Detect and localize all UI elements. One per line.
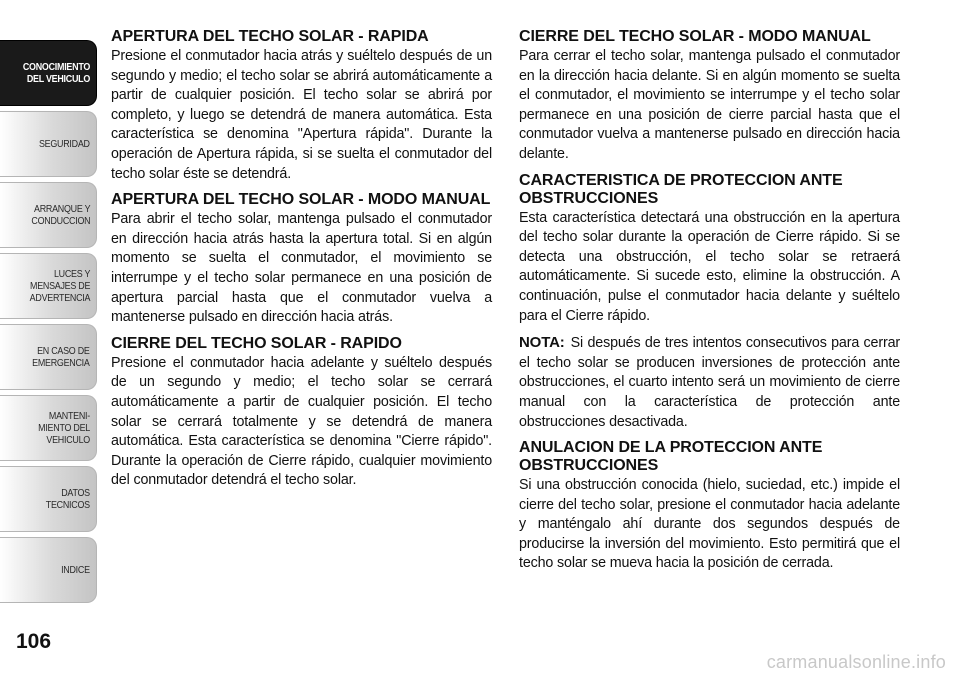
tab-seguridad[interactable]	[0, 111, 97, 177]
note-label: NOTA:	[519, 334, 565, 352]
tab-label: SEGURIDAD	[39, 138, 90, 150]
section-tabs	[0, 0, 100, 678]
note-text: Si después de tres intentos consecutivos para cerrar el techo solar se producen inversiones de protección ante obstrucciones, el cuarto intento será un movimiento de cierre manual con la característica de protección ante obstrucciones desactivada.	[519, 335, 900, 430]
watermark: carmanualsonline.info	[766, 652, 946, 672]
section-heading: ANULACION DE LA PROTECCION ANTE OBSTRUCCIONES	[519, 439, 823, 475]
tab-indice[interactable]	[0, 537, 97, 603]
section-heading: APERTURA DEL TECHO SOLAR - RAPIDA	[111, 28, 429, 45]
tab-label: CONOCIMIENTO DEL VEHICULO	[22, 61, 90, 85]
note-paragraph	[519, 333, 900, 432]
tab-en-caso-de-emergencia[interactable]	[0, 324, 97, 390]
section-text: Para cerrar el techo solar, mantenga pulsado el conmutador en la dirección hacia delante. Si en algún momento se suelta el conmutador, el movimiento se interrumpe y el techo solar permanece en una posición de cierre parcial hasta que el conmutador vuelva a mantenerse pulsado en dirección hacia delante.	[519, 48, 900, 162]
tab-label: DATOS TECNICOS	[45, 487, 90, 511]
section-heading: CIERRE DEL TECHO SOLAR - RAPIDO	[111, 334, 402, 352]
page-number: 106	[16, 630, 52, 653]
section-text: Si una obstrucción conocida (hielo, suciedad, etc.) impide el cierre del techo solar, presione el conmutador hacia adelante y manténgalo ahí durante dos segundos después de producirse la inversión del movimiento. Esto permitirá que el techo solar se mueva hacia la posición de cerrada.	[519, 477, 900, 572]
section-heading: CIERRE DEL TECHO SOLAR - MODO MANUAL	[519, 28, 871, 45]
tab-label: ARRANQUE Y CONDUCCION	[31, 203, 90, 227]
tab-datos-tecnicos[interactable]	[0, 466, 97, 532]
section-text: Esta característica detectará una obstrucción en la apertura del techo solar durante la operación de Cierre rápido. Si se detecta una obstrucción, el techo solar se retraerá automáticamente. Si sucede esto, elimine la obstrucción. A continuación, pulse el conmutador hacia delante y suéltelo para el Cierre rápido.	[519, 209, 900, 324]
left-column	[111, 28, 492, 498]
section-heading: APERTURA DEL TECHO SOLAR - MODO MANUAL	[111, 191, 491, 209]
right-column	[519, 28, 900, 581]
section-heading: CARACTERISTICA DE PROTECCION ANTE OBSTRUCCIONES	[519, 171, 843, 207]
tab-label: INDICE	[61, 564, 90, 576]
tab-label: EN CASO DE EMERGENCIA	[32, 345, 90, 369]
section-text: Presione el conmutador hacia atrás y suéltelo después de un segundo y medio; el techo solar se abrirá automáticamente a partir de cualquier posición. El techo solar se abrirá por completo, y luego se detendrá de manera automática. Esta característica se denomina "Apertura rápida". Durante la operación de Apertura rápida, si se suelta el conmutador del techo solar éste se detendrá.	[111, 48, 492, 182]
tab-label: MANTENI- MIENTO DEL VEHICULO	[38, 410, 90, 446]
section-text: Para abrir el techo solar, mantenga pulsado el conmutador en dirección hacia atrás hasta la apertura total. Si en algún momento se suelta el conmutador, el movimiento se interrumpe y el techo solar permanece en una posición de apertura parcial hasta que el conmutador vuelva a mantenerse pulsado en dirección hacia atrás.	[111, 211, 492, 326]
tab-label: LUCES Y MENSAJES DE ADVERTENCIA	[29, 268, 90, 304]
tab-arranque-y-conduccion[interactable]	[0, 182, 97, 248]
tab-conocimiento-del-vehiculo[interactable]	[0, 40, 97, 106]
tab-luces-y-mensajes[interactable]	[0, 253, 97, 319]
tab-mantenimiento[interactable]	[0, 395, 97, 461]
section-text: Presione el conmutador hacia adelante y suéltelo después de un segundo y medio; el techo solar se cerrará automáticamente a partir de cualquier posición. El techo solar se cerrará totalmente y se detendrá de manera automática. Esta característica se denomina "Cierre rápido". Durante la operación de Cierre rápido, cualquier movimiento del conmutador detendrá el techo solar.	[111, 354, 492, 489]
